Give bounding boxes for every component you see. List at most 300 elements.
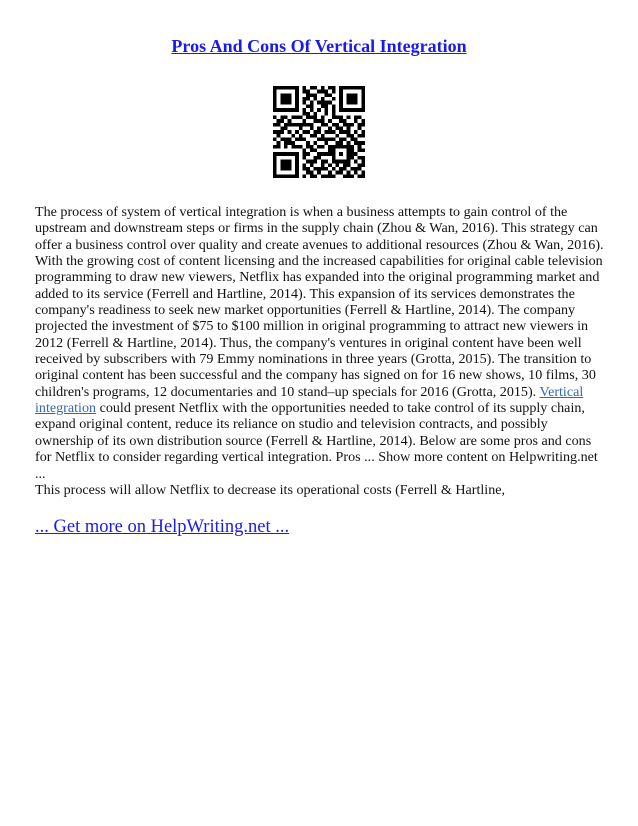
qr-module bbox=[310, 174, 314, 178]
qr-module bbox=[321, 123, 325, 127]
qr-code-icon bbox=[273, 86, 365, 178]
qr-module bbox=[288, 160, 292, 164]
article-body bbox=[35, 204, 605, 498]
qr-module bbox=[288, 152, 292, 156]
qr-module bbox=[321, 167, 325, 171]
qr-module bbox=[306, 160, 310, 164]
qr-module bbox=[299, 115, 303, 119]
qr-module bbox=[284, 152, 288, 156]
qr-module bbox=[288, 163, 292, 167]
qr-module bbox=[339, 160, 343, 164]
qr-module bbox=[358, 174, 362, 178]
qr-module bbox=[302, 138, 306, 142]
qr-module bbox=[295, 104, 299, 108]
qr-module bbox=[306, 171, 310, 175]
qr-module bbox=[350, 145, 354, 149]
qr-module bbox=[317, 138, 321, 142]
qr-module bbox=[284, 123, 288, 127]
qr-module bbox=[273, 156, 277, 160]
qr-module bbox=[317, 130, 321, 134]
qr-module bbox=[288, 167, 292, 171]
qr-module bbox=[336, 115, 340, 119]
qr-module bbox=[306, 167, 310, 171]
qr-module bbox=[354, 108, 358, 112]
qr-module bbox=[347, 145, 351, 149]
qr-module bbox=[317, 167, 321, 171]
qr-module bbox=[332, 167, 336, 171]
qr-module bbox=[325, 174, 329, 178]
qr-module bbox=[358, 115, 362, 119]
qr-module bbox=[354, 141, 358, 145]
qr-module bbox=[317, 101, 321, 105]
qr-module bbox=[273, 145, 277, 149]
qr-module bbox=[273, 97, 277, 101]
qr-module bbox=[284, 163, 288, 167]
qr-module bbox=[332, 112, 336, 116]
qr-module bbox=[328, 101, 332, 105]
qr-module bbox=[332, 145, 336, 149]
qr-module bbox=[321, 119, 325, 123]
qr-module bbox=[321, 138, 325, 142]
qr-module bbox=[336, 141, 340, 145]
qr-module bbox=[350, 167, 354, 171]
qr-module bbox=[302, 174, 306, 178]
qr-module bbox=[321, 174, 325, 178]
qr-module bbox=[313, 115, 317, 119]
qr-module bbox=[273, 104, 277, 108]
qr-module bbox=[280, 86, 284, 90]
qr-module bbox=[277, 141, 281, 145]
qr-module bbox=[295, 167, 299, 171]
qr-module bbox=[280, 115, 284, 119]
qr-module bbox=[306, 90, 310, 94]
qr-module bbox=[280, 93, 284, 97]
qr-module bbox=[347, 134, 351, 138]
qr-module bbox=[350, 93, 354, 97]
qr-module bbox=[295, 108, 299, 112]
qr-module bbox=[332, 156, 336, 160]
qr-module bbox=[347, 115, 351, 119]
qr-module bbox=[347, 163, 351, 167]
qr-module bbox=[295, 90, 299, 94]
qr-module bbox=[339, 119, 343, 123]
qr-module bbox=[343, 119, 347, 123]
qr-module bbox=[284, 138, 288, 142]
qr-module bbox=[321, 160, 325, 164]
qr-module bbox=[306, 141, 310, 145]
qr-module bbox=[273, 93, 277, 97]
qr-module bbox=[310, 123, 314, 127]
qr-module bbox=[361, 174, 365, 178]
qr-module bbox=[302, 167, 306, 171]
qr-module bbox=[328, 130, 332, 134]
qr-module bbox=[332, 149, 336, 153]
qr-module bbox=[321, 115, 325, 119]
qr-module bbox=[280, 108, 284, 112]
qr-module bbox=[295, 130, 299, 134]
qr-module bbox=[350, 108, 354, 112]
qr-module bbox=[361, 90, 365, 94]
qr-module bbox=[325, 141, 329, 145]
qr-module bbox=[332, 90, 336, 94]
qr-module bbox=[280, 174, 284, 178]
qr-module bbox=[273, 86, 277, 90]
qr-module bbox=[354, 86, 358, 90]
qr-module bbox=[288, 123, 292, 127]
qr-module bbox=[280, 101, 284, 105]
qr-module bbox=[350, 149, 354, 153]
qr-module bbox=[313, 130, 317, 134]
qr-module bbox=[310, 115, 314, 119]
qr-module bbox=[321, 90, 325, 94]
qr-module bbox=[343, 86, 347, 90]
qr-module bbox=[321, 86, 325, 90]
qr-module bbox=[325, 152, 329, 156]
qr-module bbox=[295, 156, 299, 160]
qr-module bbox=[361, 108, 365, 112]
qr-module bbox=[354, 152, 358, 156]
qr-module bbox=[350, 152, 354, 156]
qr-module bbox=[317, 156, 321, 160]
qr-module bbox=[358, 167, 362, 171]
qr-module bbox=[361, 171, 365, 175]
qr-module bbox=[295, 145, 299, 149]
qr-module bbox=[295, 152, 299, 156]
qr-module bbox=[310, 126, 314, 130]
qr-module bbox=[339, 115, 343, 119]
qr-module bbox=[347, 93, 351, 97]
qr-module bbox=[321, 145, 325, 149]
qr-module bbox=[339, 126, 343, 130]
qr-module bbox=[302, 149, 306, 153]
qr-module bbox=[347, 126, 351, 130]
qr-module bbox=[310, 160, 314, 164]
qr-module bbox=[317, 119, 321, 123]
qr-module bbox=[350, 138, 354, 142]
qr-module bbox=[332, 174, 336, 178]
qr-module bbox=[339, 138, 343, 142]
qr-module bbox=[325, 130, 329, 134]
qr-module bbox=[354, 171, 358, 175]
qr-module bbox=[336, 160, 340, 164]
qr-module bbox=[277, 145, 281, 149]
qr-module bbox=[336, 126, 340, 130]
qr-module bbox=[347, 108, 351, 112]
qr-module bbox=[343, 130, 347, 134]
qr-module bbox=[354, 101, 358, 105]
qr-module bbox=[313, 156, 317, 160]
qr-module bbox=[325, 104, 329, 108]
qr-module bbox=[325, 112, 329, 116]
qr-module bbox=[277, 130, 281, 134]
qr-module bbox=[280, 97, 284, 101]
qr-module bbox=[332, 160, 336, 164]
qr-module bbox=[302, 119, 306, 123]
qr-module bbox=[332, 104, 336, 108]
qr-module bbox=[273, 152, 277, 156]
qr-module bbox=[347, 123, 351, 127]
qr-module bbox=[354, 115, 358, 119]
qr-module bbox=[310, 163, 314, 167]
qr-module bbox=[332, 123, 336, 127]
qr-module bbox=[306, 152, 310, 156]
qr-module bbox=[310, 171, 314, 175]
qr-module bbox=[295, 171, 299, 175]
qr-module bbox=[302, 86, 306, 90]
qr-module bbox=[280, 130, 284, 134]
qr-module bbox=[288, 86, 292, 90]
qr-module bbox=[291, 152, 295, 156]
qr-module bbox=[317, 90, 321, 94]
qr-module bbox=[358, 145, 362, 149]
qr-module bbox=[325, 108, 329, 112]
qr-module bbox=[288, 93, 292, 97]
qr-module bbox=[354, 93, 358, 97]
qr-module bbox=[354, 138, 358, 142]
qr-module bbox=[339, 141, 343, 145]
qr-module bbox=[313, 160, 317, 164]
qr-module bbox=[306, 123, 310, 127]
qr-module bbox=[328, 163, 332, 167]
qr-module bbox=[328, 174, 332, 178]
qr-module bbox=[280, 160, 284, 164]
qr-module bbox=[339, 93, 343, 97]
qr-module bbox=[291, 86, 295, 90]
qr-module bbox=[339, 90, 343, 94]
get-more-link[interactable]: ... Get more on HelpWriting.net ... bbox=[35, 517, 290, 537]
qr-module bbox=[310, 101, 314, 105]
qr-module bbox=[295, 86, 299, 90]
qr-module bbox=[306, 93, 310, 97]
qr-module bbox=[328, 149, 332, 153]
qr-module bbox=[280, 138, 284, 142]
second-paragraph: This process will allow Netflix to decrease its operational costs (Ferrell & Hartline, bbox=[35, 481, 506, 498]
qr-module bbox=[328, 145, 332, 149]
qr-module bbox=[284, 101, 288, 105]
qr-module bbox=[347, 171, 351, 175]
qr-module bbox=[350, 97, 354, 101]
qr-module bbox=[273, 101, 277, 105]
qr-module bbox=[325, 160, 329, 164]
qr-module bbox=[350, 101, 354, 105]
qr-module bbox=[310, 93, 314, 97]
qr-module bbox=[347, 156, 351, 160]
qr-module bbox=[343, 138, 347, 142]
qr-module bbox=[302, 90, 306, 94]
qr-module bbox=[291, 141, 295, 145]
qr-module bbox=[336, 171, 340, 175]
qr-module bbox=[284, 115, 288, 119]
qr-module bbox=[302, 163, 306, 167]
qr-module bbox=[295, 138, 299, 142]
qr-module bbox=[354, 119, 358, 123]
qr-module bbox=[313, 97, 317, 101]
qr-module bbox=[277, 152, 281, 156]
qr-module bbox=[336, 163, 340, 167]
qr-module bbox=[273, 174, 277, 178]
qr-module bbox=[273, 123, 277, 127]
qr-module bbox=[347, 86, 351, 90]
qr-module bbox=[302, 152, 306, 156]
qr-module bbox=[332, 152, 336, 156]
qr-module bbox=[302, 130, 306, 134]
qr-module bbox=[361, 141, 365, 145]
qr-module bbox=[313, 149, 317, 153]
qr-module bbox=[284, 108, 288, 112]
qr-module bbox=[284, 93, 288, 97]
qr-module bbox=[288, 141, 292, 145]
qr-module bbox=[339, 152, 343, 156]
qr-module bbox=[313, 167, 317, 171]
qr-module bbox=[299, 138, 303, 142]
qr-module bbox=[361, 86, 365, 90]
qr-module bbox=[328, 119, 332, 123]
qr-module bbox=[284, 97, 288, 101]
qr-module bbox=[273, 90, 277, 94]
qr-module bbox=[306, 130, 310, 134]
qr-module bbox=[277, 174, 281, 178]
qr-module bbox=[273, 108, 277, 112]
qr-module bbox=[280, 126, 284, 130]
qr-module bbox=[339, 97, 343, 101]
qr-module bbox=[288, 174, 292, 178]
qr-module bbox=[277, 108, 281, 112]
vertical-integration-link[interactable]: Vertical integration bbox=[35, 383, 584, 417]
qr-module bbox=[280, 119, 284, 123]
qr-module bbox=[347, 152, 351, 156]
qr-module bbox=[306, 97, 310, 101]
qr-module bbox=[277, 86, 281, 90]
qr-module bbox=[321, 163, 325, 167]
qr-module bbox=[339, 130, 343, 134]
qr-module bbox=[273, 163, 277, 167]
qr-module bbox=[299, 123, 303, 127]
qr-module bbox=[354, 97, 358, 101]
qr-module bbox=[313, 119, 317, 123]
qr-module bbox=[273, 167, 277, 171]
qr-module bbox=[302, 112, 306, 116]
qr-module bbox=[325, 101, 329, 105]
qr-module bbox=[273, 115, 277, 119]
qr-module bbox=[332, 86, 336, 90]
qr-module bbox=[358, 149, 362, 153]
qr-module bbox=[361, 93, 365, 97]
qr-module bbox=[302, 101, 306, 105]
qr-module bbox=[284, 145, 288, 149]
qr-module bbox=[317, 145, 321, 149]
qr-module bbox=[361, 104, 365, 108]
qr-module bbox=[325, 123, 329, 127]
qr-module bbox=[332, 115, 336, 119]
qr-module bbox=[321, 152, 325, 156]
qr-module bbox=[313, 174, 317, 178]
qr-module bbox=[361, 156, 365, 160]
qr-module bbox=[295, 123, 299, 127]
qr-module bbox=[288, 119, 292, 123]
qr-module bbox=[358, 123, 362, 127]
qr-module bbox=[336, 123, 340, 127]
qr-module bbox=[302, 156, 306, 160]
qr-module bbox=[343, 108, 347, 112]
qr-module bbox=[295, 93, 299, 97]
qr-module bbox=[284, 174, 288, 178]
qr-module bbox=[339, 86, 343, 90]
qr-module bbox=[317, 126, 321, 130]
qr-module bbox=[291, 134, 295, 138]
qr-module bbox=[347, 130, 351, 134]
qr-module bbox=[354, 167, 358, 171]
qr-module bbox=[328, 86, 332, 90]
qr-module bbox=[295, 163, 299, 167]
qr-module bbox=[288, 101, 292, 105]
qr-module bbox=[328, 152, 332, 156]
qr-module bbox=[332, 97, 336, 101]
qr-module bbox=[291, 115, 295, 119]
qr-module bbox=[313, 141, 317, 145]
qr-module bbox=[347, 97, 351, 101]
qr-module bbox=[350, 86, 354, 90]
qr-module bbox=[284, 167, 288, 171]
qr-module bbox=[343, 160, 347, 164]
qr-module bbox=[350, 156, 354, 160]
qr-module bbox=[339, 171, 343, 175]
qr-module bbox=[361, 119, 365, 123]
qr-module bbox=[295, 115, 299, 119]
qr-module bbox=[321, 101, 325, 105]
qr-module bbox=[310, 149, 314, 153]
qr-module bbox=[343, 123, 347, 127]
qr-module bbox=[306, 104, 310, 108]
qr-module bbox=[343, 174, 347, 178]
paragraph-text-before-link: The process of system of vertical integration is when a business attempts to gain control of the upstream and downstream steps or firms in the supply chain (Zhou & Wan, 2016). This strategy can offer a business control over quality and create avenues to additional resources (Zhou & Wan, 2016). With the growing cost of content licensing and the increased capabilities for original cable television programming to draw new viewers, Netflix has expanded into the original programming market and added to its service (Ferrell and Hartline, 2014). This expansion of its services demonstrates the company's readiness to seek new market opportunities (Ferrell & Hartline, 2014). The company projected the investment of $75 to $100 million in original programming to attract new viewers in 2012 (Ferrell & Hartline, 2014). Thus, the company's ventures in original content have been well received by subscribers with 79 Emmy nominations in three years (Grotta, 2015). The transition to original content has been successful and the company has signed on for 16 new shows, 10 films, 30 children's programs, 12 documentaries and 10 stand–up specials for 2016 (Grotta, 2015). bbox=[35, 204, 604, 400]
qr-module bbox=[361, 97, 365, 101]
qr-module bbox=[350, 134, 354, 138]
qr-module bbox=[306, 115, 310, 119]
qr-module bbox=[321, 97, 325, 101]
qr-module bbox=[339, 101, 343, 105]
qr-module bbox=[295, 101, 299, 105]
qr-module bbox=[361, 101, 365, 105]
paragraph-text-after-link: could present Netflix with the opportunities needed to take control of its supply chain, expand original content, reduce its reliance on studio and television contracts, and possibly ownership of its own distribution source (Ferrell & Hartline, 2014). Below are some pros and cons for Netflix to consider regarding vertical integration. Pros ... Show more content on Helpwriting.net ... bbox=[35, 400, 598, 482]
qr-module bbox=[291, 108, 295, 112]
qr-module bbox=[358, 108, 362, 112]
qr-module bbox=[273, 130, 277, 134]
qr-module bbox=[343, 145, 347, 149]
qr-module bbox=[347, 149, 351, 153]
qr-module bbox=[277, 134, 281, 138]
qr-module bbox=[361, 123, 365, 127]
qr-module bbox=[358, 126, 362, 130]
qr-module bbox=[336, 145, 340, 149]
qr-module bbox=[347, 101, 351, 105]
first-paragraph bbox=[35, 204, 605, 482]
qr-module bbox=[332, 138, 336, 142]
qr-module bbox=[347, 174, 351, 178]
qr-module bbox=[299, 134, 303, 138]
qr-module bbox=[317, 171, 321, 175]
qr-module bbox=[273, 138, 277, 142]
qr-module bbox=[332, 108, 336, 112]
qr-module bbox=[310, 86, 314, 90]
qr-module bbox=[325, 138, 329, 142]
page-title-link[interactable]: Pros And Cons Of Vertical Integration bbox=[171, 36, 467, 56]
qr-module bbox=[288, 97, 292, 101]
qr-module bbox=[321, 104, 325, 108]
qr-module bbox=[280, 152, 284, 156]
qr-module bbox=[306, 145, 310, 149]
qr-module bbox=[321, 134, 325, 138]
qr-module bbox=[339, 104, 343, 108]
